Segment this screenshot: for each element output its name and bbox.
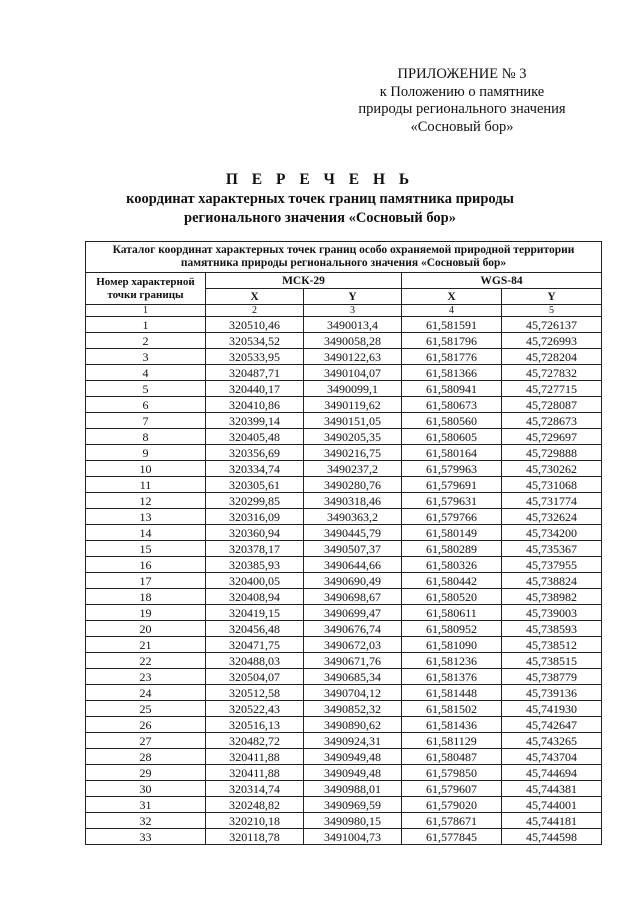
point-number: 14 — [86, 525, 206, 541]
msk29-x-cell: 320534,52 — [206, 333, 304, 349]
point-number: 9 — [86, 445, 206, 461]
wgs84-x-cell: 61,580149 — [402, 525, 502, 541]
msk29-y-cell: 3490119,62 — [304, 397, 402, 413]
point-number: 3 — [86, 349, 206, 365]
table-row — [86, 781, 602, 797]
msk29-x-cell: 320440,17 — [206, 381, 304, 397]
point-number: 8 — [86, 429, 206, 445]
wgs84-x-cell: 61,579766 — [402, 509, 502, 525]
point-number: 29 — [86, 765, 206, 781]
wgs84-y-cell: 45,726993 — [502, 333, 602, 349]
msk29-x-cell: 320360,94 — [206, 525, 304, 541]
table-row — [86, 733, 602, 749]
column-index: 5 — [502, 305, 602, 317]
point-number: 10 — [86, 461, 206, 477]
point-number: 26 — [86, 717, 206, 733]
wgs84-y-cell: 45,735367 — [502, 541, 602, 557]
msk29-y-cell: 3490644,66 — [304, 557, 402, 573]
table-row — [86, 637, 602, 653]
wgs84-x-header: X — [402, 289, 502, 305]
wgs84-x-cell: 61,578671 — [402, 813, 502, 829]
point-number: 13 — [86, 509, 206, 525]
point-number-header: Номер характерной точки границы — [86, 273, 206, 305]
coordinates-table — [85, 241, 602, 845]
wgs84-x-cell: 61,581090 — [402, 637, 502, 653]
wgs84-x-cell: 61,580289 — [402, 541, 502, 557]
wgs84-y-cell: 45,744694 — [502, 765, 602, 781]
wgs84-x-cell: 61,580560 — [402, 413, 502, 429]
point-number: 27 — [86, 733, 206, 749]
wgs84-y-cell: 45,734200 — [502, 525, 602, 541]
point-number: 12 — [86, 493, 206, 509]
msk29-x-cell: 320504,07 — [206, 669, 304, 685]
wgs84-x-cell: 61,581376 — [402, 669, 502, 685]
table-row — [86, 749, 602, 765]
wgs84-y-cell: 45,739003 — [502, 605, 602, 621]
msk29-y-cell: 3490216,75 — [304, 445, 402, 461]
point-number: 33 — [86, 829, 206, 845]
wgs84-x-cell: 61,579963 — [402, 461, 502, 477]
msk29-y-cell: 3490685,34 — [304, 669, 402, 685]
table-row — [86, 765, 602, 781]
msk29-x-cell: 320210,18 — [206, 813, 304, 829]
wgs84-x-cell: 61,581129 — [402, 733, 502, 749]
msk29-x-cell: 320522,43 — [206, 701, 304, 717]
wgs84-x-cell: 61,580952 — [402, 621, 502, 637]
point-number: 20 — [86, 621, 206, 637]
msk29-header: МСК-29 — [206, 273, 402, 289]
msk29-x-cell: 320419,15 — [206, 605, 304, 621]
wgs84-y-cell: 45,729888 — [502, 445, 602, 461]
point-number: 4 — [86, 365, 206, 381]
msk29-y-cell: 3490507,37 — [304, 541, 402, 557]
msk29-x-cell: 320378,17 — [206, 541, 304, 557]
appendix-block — [332, 66, 592, 136]
wgs84-x-cell: 61,580326 — [402, 557, 502, 573]
wgs84-x-cell: 61,579850 — [402, 765, 502, 781]
column-index: 4 — [402, 305, 502, 317]
wgs84-x-cell: 61,580611 — [402, 605, 502, 621]
table-row — [86, 685, 602, 701]
table-row — [86, 701, 602, 717]
msk29-x-cell: 320385,93 — [206, 557, 304, 573]
msk29-y-cell: 3490013,4 — [304, 317, 402, 333]
table-row — [86, 829, 602, 845]
msk29-y-cell: 3490698,67 — [304, 589, 402, 605]
msk29-y-cell: 3490104,07 — [304, 365, 402, 381]
wgs84-y-cell: 45,738779 — [502, 669, 602, 685]
msk29-x-cell: 320405,48 — [206, 429, 304, 445]
table-row — [86, 317, 602, 333]
wgs84-x-cell: 61,581796 — [402, 333, 502, 349]
appendix-ref-line: к Положению о памятнике — [379, 83, 545, 100]
wgs84-x-cell: 61,580673 — [402, 397, 502, 413]
wgs84-header: WGS-84 — [402, 273, 602, 289]
point-number: 5 — [86, 381, 206, 397]
table-row — [86, 797, 602, 813]
point-number: 22 — [86, 653, 206, 669]
msk29-y-cell: 3490704,12 — [304, 685, 402, 701]
msk29-x-cell: 320356,69 — [206, 445, 304, 461]
point-number: 28 — [86, 749, 206, 765]
point-number: 23 — [86, 669, 206, 685]
msk29-y-cell: 3490676,74 — [304, 621, 402, 637]
wgs84-y-cell: 45,728204 — [502, 349, 602, 365]
msk29-y-cell: 3490318,46 — [304, 493, 402, 509]
appendix-ref-line: «Сосновый бор» — [410, 118, 514, 135]
wgs84-y-cell: 45,730262 — [502, 461, 602, 477]
wgs84-x-cell: 61,581366 — [402, 365, 502, 381]
table-row — [86, 381, 602, 397]
wgs84-x-cell: 61,581436 — [402, 717, 502, 733]
point-number: 15 — [86, 541, 206, 557]
wgs84-x-cell: 61,579020 — [402, 797, 502, 813]
msk29-x-cell: 320299,85 — [206, 493, 304, 509]
msk29-y-header: Y — [304, 289, 402, 305]
wgs84-x-cell: 61,579631 — [402, 493, 502, 509]
msk29-x-cell: 320408,94 — [206, 589, 304, 605]
table-row — [86, 429, 602, 445]
msk29-x-cell: 320471,75 — [206, 637, 304, 653]
wgs84-y-cell: 45,741930 — [502, 701, 602, 717]
msk29-y-cell: 3490949,48 — [304, 765, 402, 781]
document-title: П Е Р Е Ч Е Н Ь — [225, 171, 415, 188]
wgs84-y-cell: 45,727832 — [502, 365, 602, 381]
table-row — [86, 573, 602, 589]
wgs84-x-cell: 61,581591 — [402, 317, 502, 333]
msk29-y-cell: 3490980,15 — [304, 813, 402, 829]
coordinates-table-body — [86, 242, 602, 845]
appendix-ref-line: природы регионального значения — [358, 101, 566, 117]
msk29-y-cell: 3490099,1 — [304, 381, 402, 397]
table-header-row — [86, 273, 602, 289]
table-row — [86, 669, 602, 685]
column-index-row — [86, 305, 602, 317]
wgs84-y-cell: 45,738512 — [502, 637, 602, 653]
wgs84-y-cell: 45,731774 — [502, 493, 602, 509]
point-number: 17 — [86, 573, 206, 589]
wgs84-y-cell: 45,744598 — [502, 829, 602, 845]
point-number: 1 — [86, 317, 206, 333]
table-row — [86, 349, 602, 365]
table-row — [86, 461, 602, 477]
point-number: 30 — [86, 781, 206, 797]
table-row — [86, 589, 602, 605]
document-heading — [0, 170, 640, 228]
wgs84-y-cell: 45,738824 — [502, 573, 602, 589]
wgs84-y-cell: 45,743704 — [502, 749, 602, 765]
table-row — [86, 525, 602, 541]
table-row — [86, 493, 602, 509]
msk29-x-cell: 320512,58 — [206, 685, 304, 701]
wgs84-y-cell: 45,732624 — [502, 509, 602, 525]
msk29-x-cell: 320482,72 — [206, 733, 304, 749]
msk29-y-cell: 3490237,2 — [304, 461, 402, 477]
msk29-y-cell: 3490058,28 — [304, 333, 402, 349]
msk29-y-cell: 3490363,2 — [304, 509, 402, 525]
msk29-x-cell: 320411,88 — [206, 765, 304, 781]
msk29-x-cell: 320533,95 — [206, 349, 304, 365]
wgs84-x-cell: 61,577845 — [402, 829, 502, 845]
appendix-title: ПРИЛОЖЕНИЕ № 3 — [397, 66, 527, 82]
wgs84-y-cell: 45,743265 — [502, 733, 602, 749]
table-caption: Каталог координат характерных точек границ особо охраняемой природной территории памятника природы регионального значения «Сосновый бор» — [86, 242, 602, 273]
msk29-y-cell: 3490699,47 — [304, 605, 402, 621]
point-number: 24 — [86, 685, 206, 701]
wgs84-x-cell: 61,580605 — [402, 429, 502, 445]
msk29-x-cell: 320488,03 — [206, 653, 304, 669]
msk29-x-cell: 320487,71 — [206, 365, 304, 381]
wgs84-y-cell: 45,726137 — [502, 317, 602, 333]
wgs84-x-cell: 61,580941 — [402, 381, 502, 397]
wgs84-x-cell: 61,581236 — [402, 653, 502, 669]
table-row — [86, 813, 602, 829]
msk29-x-cell: 320305,61 — [206, 477, 304, 493]
wgs84-y-cell: 45,737955 — [502, 557, 602, 573]
msk29-y-cell: 3490924,31 — [304, 733, 402, 749]
msk29-y-cell: 3490890,62 — [304, 717, 402, 733]
wgs84-y-cell: 45,738593 — [502, 621, 602, 637]
table-row — [86, 365, 602, 381]
table-row — [86, 445, 602, 461]
msk29-x-header: X — [206, 289, 304, 305]
msk29-y-cell: 3490672,03 — [304, 637, 402, 653]
msk29-y-cell: 3491004,73 — [304, 829, 402, 845]
point-number: 6 — [86, 397, 206, 413]
point-number: 31 — [86, 797, 206, 813]
wgs84-x-cell: 61,581776 — [402, 349, 502, 365]
table-caption-row — [86, 242, 602, 273]
table-row — [86, 509, 602, 525]
msk29-y-cell: 3490949,48 — [304, 749, 402, 765]
point-number: 7 — [86, 413, 206, 429]
msk29-y-cell: 3490205,35 — [304, 429, 402, 445]
wgs84-y-cell: 45,727715 — [502, 381, 602, 397]
wgs84-y-cell: 45,739136 — [502, 685, 602, 701]
msk29-y-cell: 3490852,32 — [304, 701, 402, 717]
msk29-x-cell: 320248,82 — [206, 797, 304, 813]
wgs84-y-cell: 45,744381 — [502, 781, 602, 797]
msk29-x-cell: 320314,74 — [206, 781, 304, 797]
wgs84-y-cell: 45,731068 — [502, 477, 602, 493]
msk29-y-cell: 3490151,05 — [304, 413, 402, 429]
msk29-y-cell: 3490280,76 — [304, 477, 402, 493]
point-number: 25 — [86, 701, 206, 717]
wgs84-y-cell: 45,738982 — [502, 589, 602, 605]
point-number: 21 — [86, 637, 206, 653]
msk29-y-cell: 3490122,63 — [304, 349, 402, 365]
document-subtitle: регионального значения «Сосновый бор» — [184, 210, 456, 226]
point-number: 16 — [86, 557, 206, 573]
msk29-x-cell: 320510,46 — [206, 317, 304, 333]
wgs84-x-cell: 61,580520 — [402, 589, 502, 605]
wgs84-y-cell: 45,744001 — [502, 797, 602, 813]
msk29-x-cell: 320399,14 — [206, 413, 304, 429]
table-row — [86, 653, 602, 669]
msk29-y-cell: 3490671,76 — [304, 653, 402, 669]
point-number: 11 — [86, 477, 206, 493]
wgs84-x-cell: 61,580487 — [402, 749, 502, 765]
msk29-x-cell: 320118,78 — [206, 829, 304, 845]
wgs84-x-cell: 61,581448 — [402, 685, 502, 701]
column-index: 3 — [304, 305, 402, 317]
wgs84-y-cell: 45,729697 — [502, 429, 602, 445]
document-subtitle: координат характерных точек границ памятника природы — [126, 191, 514, 207]
table-row — [86, 717, 602, 733]
msk29-y-cell: 3490690,49 — [304, 573, 402, 589]
msk29-y-cell: 3490988,01 — [304, 781, 402, 797]
table-row — [86, 333, 602, 349]
msk29-x-cell: 320516,13 — [206, 717, 304, 733]
msk29-x-cell: 320400,05 — [206, 573, 304, 589]
point-number: 2 — [86, 333, 206, 349]
wgs84-x-cell: 61,579607 — [402, 781, 502, 797]
table-row — [86, 413, 602, 429]
msk29-x-cell: 320316,09 — [206, 509, 304, 525]
wgs84-x-cell: 61,581502 — [402, 701, 502, 717]
msk29-y-cell: 3490969,59 — [304, 797, 402, 813]
wgs84-y-cell: 45,742647 — [502, 717, 602, 733]
wgs84-x-cell: 61,580442 — [402, 573, 502, 589]
msk29-x-cell: 320334,74 — [206, 461, 304, 477]
point-number: 19 — [86, 605, 206, 621]
msk29-x-cell: 320456,48 — [206, 621, 304, 637]
table-row — [86, 541, 602, 557]
table-row — [86, 621, 602, 637]
point-number: 18 — [86, 589, 206, 605]
wgs84-x-cell: 61,579691 — [402, 477, 502, 493]
table-row — [86, 605, 602, 621]
wgs84-x-cell: 61,580164 — [402, 445, 502, 461]
table-row — [86, 397, 602, 413]
table-row — [86, 477, 602, 493]
msk29-y-cell: 3490445,79 — [304, 525, 402, 541]
wgs84-y-cell: 45,744181 — [502, 813, 602, 829]
wgs84-y-header: Y — [502, 289, 602, 305]
column-index: 1 — [86, 305, 206, 317]
table-row — [86, 557, 602, 573]
msk29-x-cell: 320411,88 — [206, 749, 304, 765]
point-number: 32 — [86, 813, 206, 829]
wgs84-y-cell: 45,728087 — [502, 397, 602, 413]
wgs84-y-cell: 45,728673 — [502, 413, 602, 429]
column-index: 2 — [206, 305, 304, 317]
msk29-x-cell: 320410,86 — [206, 397, 304, 413]
wgs84-y-cell: 45,738515 — [502, 653, 602, 669]
